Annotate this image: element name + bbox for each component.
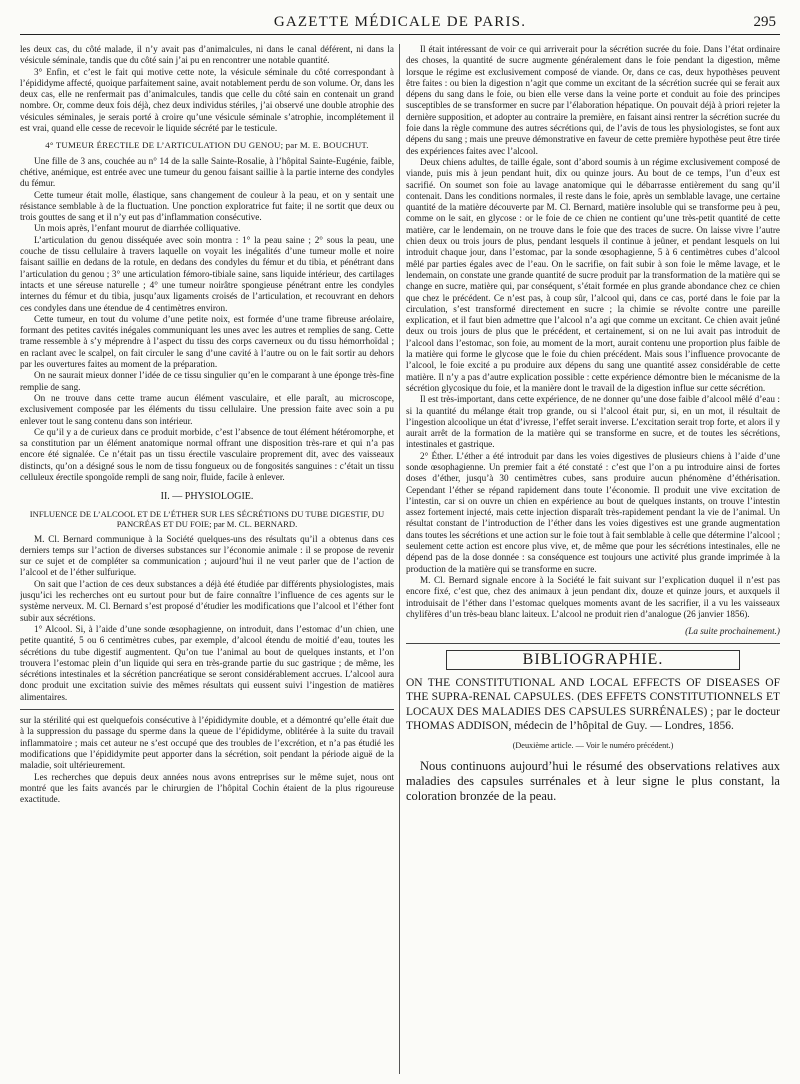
paragraph: M. Cl. Bernard signale encore à la Société le fait suivant sur l’explication duquel il n’est pas encore fixé, c’est que, chez des animaux à jeun pendant dix, douze et quinze jours, et auxquels il introduisait de l’éther dans l’estomac quelques moments avant de les sacrifier, il a vu les vaisseaux chylifères d’un très-beau blanc laiteux. L’alcool ne produit rien d’analogue (26 janvier 1856). (406, 574, 780, 619)
paragraph: Deux chiens adultes, de taille égale, sont d’abord soumis à un régime exclusivement composé de viande, puis mis à jeun pendant huit, dix ou quinze jours. Au bout de ce temps, l’un d’eux est sacrifié. On soumet son foie au lavage anatomique qui le débarrasse entièrement du sang qu’il contenait. Dans les conditions normales, il reste dans le foie, après un semblable lavage, une certaine quantité de la matière découverte par M. Cl. Bernard, matière insoluble qui se transforme peu à peu, comme on le sait, en glycose : or le foie de ce chien ne contient qu’une très-petit quantité de cette matière, car le lendemain, on ne trouve dans le foie que des traces de sucre. On laisse vivre l’autre chien deux ou trois jours de plus, pendant lesquels il continue à jeûner, et pendant lesquels on lui introduit chaque jour, dans l’estomac, par la sonde œsophagienne, 5 à 6 centimètres cubes d’alcool mêlé par parties égales avec de l’eau. On le sacrifie, on fait subir à son foie le même lavage, et le lendemain, on constate une grande quantité de sucre produit par la transformation de la matière qui se change en sucre, matière qui, par conséquent, s’était formée en plus grande abondance chez ce chien que chez le précédent. Ce n’est pas, à coup sûr, l’alcool qui, dans ce cas, porté dans le foie par la circulation, s’est transformé directement en sucre ; la chimie se révolte contre une pareille explication, et il faut bien admettre que l’alcool n’a agi que comme un excitant. Ce chien avait jeûné deux ou trois jours de plus que le précédent, et certainement, si on ne lui avait pas introduit de l’alcool dans l’estomac, son foie, au moment de la mort, aurait contenu une proportion plus faible de la matière qui forme le glycose que le foie du chien précédent. Mais sous l’influence provocante de l’alcool, le foie excité a pu produire aux dépens du sang une quantité assez considérable de cette matière. Il n’y a pas d’autre explication possible : cette expérience démontre bien le mécanisme de la sécrétion glycosique du foie, et la manière dont le travail de la digestion influe sur cette sécrétion. (406, 156, 780, 393)
article-note: (Deuxième article. — Voir le numéro précédent.) (512, 740, 674, 750)
page-number: 295 (753, 14, 776, 30)
paragraph: On sait que l’action de ces deux substances a déjà été étudiée par différents physiologistes, mais jusqu’ici les recherches ont eu surtout pour but de faire connaître l’influence de ces agents sur le système nerveux. M. Cl. Bernard s’est proposé d’étudier les modifications que l’alcool et l’éther font subir aux sécrétions. (20, 578, 394, 623)
book-citation: ON THE CONSTITUTIONAL AND LOCAL EFFECTS OF DISEASES OF THE SUPRA-RENAL CAPSULES. (DES EFFETS CONSTITUTIONNELS ET LOCAUX DES MALADIES DES CAPSULES SURRÉNALES) ; par le docteur THOMAS ADDISON, médecin de l’hôpital de Guy. — Londres, 1856. (406, 676, 780, 733)
part-title: II. — PHYSIOLOGIE. (160, 491, 254, 503)
right-column (406, 44, 780, 1074)
paragraph: 2° Éther. L’éther a été introduit par dans les voies digestives de plusieurs chiens à l’aide d’une sonde œsophagienne. Un premier fait a été constaté : c’est que l’on a pu introduire ainsi de fortes doses d’éther, jusqu’à 30 centimètres cubes, sans produire aucun phénomène d’éthérisation. Cependant l’éther se répand rapidement dans toute l’économie. Il produit une vive excitation de l’intestin, car si on ouvre un chien en expérience au bout de quelques instants, on trouve l’intestin assez fortement injecté, mais cette injection disparaît très-rapidement pendant la vie de l’animal. Un résultat constant de l’introduction de l’éther dans les voies digestives est une grande augmentation dans toutes les sécrétions et une action sur le foie tout à fait semblable à celle que détermine l’alcool ; seulement cette action est encore plus vive, et, de même que pour les sécrétions intestinales, elle ne dépend pas de la dose donnée : sa conséquence est toujours une activité plus grande imprimée à la production de la matière qui se transforme en sucre. (406, 450, 780, 574)
paragraph: Il est très-important, dans cette expérience, de ne donner qu’une dose faible d’alcool mêlé d’eau : si la quantité du mélange était trop grande, ou si l’alcool était pur, si, en un mot, il résultait de l’ingestion alcoolique un état d’ivresse, l’effet serait inverse. L’excitation serait trop forte, et alors il y aurait arrêt de la formation de la matière qui se transforme en sucre, et de toutes les sécrétions, intestinales et gastrique. (406, 394, 780, 450)
paragraph: Les recherches que depuis deux années nous avons entreprises sur le même sujet, nous ont montré que les faits avancés par le chirurgien de l’hôpital Cochin étaient de la plus rigoureuse exactitude. (20, 771, 394, 805)
divider (406, 643, 780, 644)
paragraph: On ne trouve dans cette trame aucun élément vasculaire, et elle paraît, au microscope, exclusivement composée par les éléments du tissu cellulaire. Une pression faite avec soin a pu enlever tout le sang contenu dans son intérieur. (20, 392, 394, 426)
left-column (20, 44, 394, 1074)
paragraph: Cette tumeur était molle, élastique, sans changement de couleur à la peau, et on y sentait une résistance semblable à de la fluctuation. Une ponction exploratrice fut faite; il ne sortit que deux ou trois gouttes de sang et il n’y eut pas d’inflammation consécutive. (20, 189, 394, 223)
paragraph: Cette tumeur, en tout du volume d’une petite noix, est formée d’une trame fibreuse aréolaire, formant des petites cavités inégales communiquant les unes avec les autres et remplies de sang. Cette trame ressemble à s’y méprendre à l’aspect du tissu des corps caverneux ou du tissu hémorrhoïdal ; en raclant avec le scalpel, on fait circuler le sang d’une cavité à l’autre ou on le fait sortir au dehors par les ouvertures faites au moment de la préparation. (20, 313, 394, 370)
paragraph: Ce qu’il y a de curieux dans ce produit morbide, c’est l’absence de tout élément hétéromorphe, et sa constitution par un élément anatomique normal offrant une disposition très-rare et qui n’a pas encore été signalée. Ce n’était pas un tissu érectile vasculaire proprement dit, avec des vaisseaux distincts, qu’on a désigné sous le nom de tissu fongueux ou de fongosités sanguines : c’était un tissu celluleux érectile spongoïde rempli de sang noir, fluide, facile à enlever. (20, 426, 394, 482)
column-divider (399, 44, 400, 1074)
paragraph: les deux cas, du côté malade, il n’y avait pas d’animalcules, ni dans le canal déférent, ni dans la vésicule séminale, tandis que du côté sain j’ai pu en rencontrer une notable quantité. (20, 44, 394, 66)
paragraph: L’articulation du genou disséquée avec soin montra : 1° la peau saine ; 2° sous la peau, une couche de tissu cellulaire à travers laquelle on voyait les inégalités d’une tumeur molle et noire faisant saillie en dedans de la rotule, en dedans des condyles du fémur et du tibia, et pénétrant dans l’articulation du genou ; 3° une articulation fémoro-tibiale saine, sans liquide intérieur, des cartilages intacts et une séreuse naturelle ; 4° une tumeur noirâtre spongieuse pénétrant entre les condyles internes du fémur et du tibia, jusqu’aux ligaments croisés de l’articulation, et recouvrant en dehors ces condyles dans une étendue de 4 centimètres environ. (20, 234, 394, 313)
paragraph: Nous continuons aujourd’hui le résumé des observations relatives aux maladies des capsules surrénales et à leur signe le plus constant, la coloration bronzée de la peau. (406, 759, 780, 804)
bibliography-heading: BIBLIOGRAPHIE. (446, 650, 740, 669)
paragraph: 3° Enfin, et c’est le fait qui motive cette note, la vésicule séminale du côté correspondant à l’épididyme affecté, quoique parfaitement saine, avait notablement perdu de son volume. Or, dans les deux cas, elle ne renfermait pas d’animalcules, tandis que celle du côté sain en contenait un grand nombre. Or, comme deux fois déjà, chez deux individus stériles, j’ai observé une double atrophie des vésicules séminales, je serais porté à croire qu’une vésicule séminale s’atrophie, incomplétement il est vrai, quand elle cesse de recevoir le liquide sécrété par le testicule. (20, 66, 394, 134)
paragraph: Un mois après, l’enfant mourut de diarrhée colliquative. (34, 223, 241, 234)
paragraph: 1° Alcool. Si, à l’aide d’une sonde œsophagienne, on introduit, dans l’estomac d’un chien, une petite quantité, 5 ou 6 centimètres cubes, par exemple, d’alcool étendu de moitié d’eau, toutes les sécrétions du tube digestif augmentent. Qu’on tue l’animal au bout de quelques instants, et l’on trouvera l’estomac plein d’un liquide qui sera en très-grande partie du suc gastrique ; de même, les sécrétions intestinales et la sécrétion pancréatique se seront considérablement accrues. L’alcool aura donc produit une excitation suivie des mêmes résultats qui eussent suivi l’ingestion de matières alimentaires. (20, 623, 394, 702)
divider (20, 709, 394, 710)
article-title: INFLUENCE DE L’ALCOOL ET DE L’ÉTHER SUR LES SÉCRÉTIONS DU TUBE DIGESTIF, DU PANCRÉAS ET DU FOIE; par M. CL. BERNARD. (29, 508, 385, 530)
paragraph: Une fille de 3 ans, couchée au n° 14 de la salle Sainte-Rosalie, à l’hôpital Sainte-Eugénie, faible, chétive, anémique, est entrée avec une tumeur du genou faisant saillie à la partie interne des condyles du fémur. (20, 155, 394, 189)
paragraph: On ne saurait mieux donner l’idée de ce tissu singulier qu’en le comparant à une éponge très-fine remplie de sang. (20, 370, 394, 392)
paragraph: M. Cl. Bernard communique à la Société quelques-uns des résultats qu’il a obtenus dans ces derniers temps sur l’action de diverses substances sur l’économie animale : il se propose de revenir sur ce sujet et de compléter sa communication ; aujourd’hui il ne veut parler que de l’action de l’alcool et de l’éther sulfurique. (20, 533, 394, 578)
section-title: 4° TUMEUR ÉRECTILE DE L’ARTICULATION DU GENOU; par M. E. BOUCHUT. (45, 140, 369, 151)
paragraph: Il était intéressant de voir ce qui arriverait pour la sécrétion sucrée du foie. Dans l’état ordinaire des choses, la quantité de sucre augmente généralement dans le foie pendant la digestion, même lorsque le régime est exclusivement composé de viande. Or, dans ce cas, deux hypothèses peuvent être faites : ou bien la digestion n’agit que comme un excitant de la sécrétion sucrée qui se ferait aux dépens du sang dans le foie, ou bien elle verse dans la veine porte et conduit au foie des principes susceptibles de se transformer en sucre par l’élaboration hépatique. On pouvait déjà à priori rejeter la dernière supposition, et adopter au contraire la première, en faisant ainsi rentrer la sécrétion sucrée du foie dans la règle commune des autres sécrétions qui, de l’avis de tous les physiologistes, se font aux dépens du sang ; mais une preuve démonstrative en faveur de cette première hypothèse peut être tirée des expériences faites avec l’alcool. (406, 44, 780, 156)
paragraph: sur la stérilité qui est quelquefois consécutive à l’épididymite double, et a démontré qu’elle était due à la suppression du passage du sperme dans la queue de l’épididyme, oblitérée à la suite du travail inflammatoire ; mais cet auteur ne s’est occupé que des troubles de l’excrétion, et n’a pas étudié les modifications que l’épididymite peut apporter dans la sécrétion, soit pendant la période aiguë de la maladie, soit ultérieurement. (20, 715, 394, 771)
continuation-note: (La suite prochainement.) (685, 626, 780, 637)
journal-title: GAZETTE MÉDICALE DE PARIS. (273, 14, 527, 30)
page-header (20, 12, 780, 35)
